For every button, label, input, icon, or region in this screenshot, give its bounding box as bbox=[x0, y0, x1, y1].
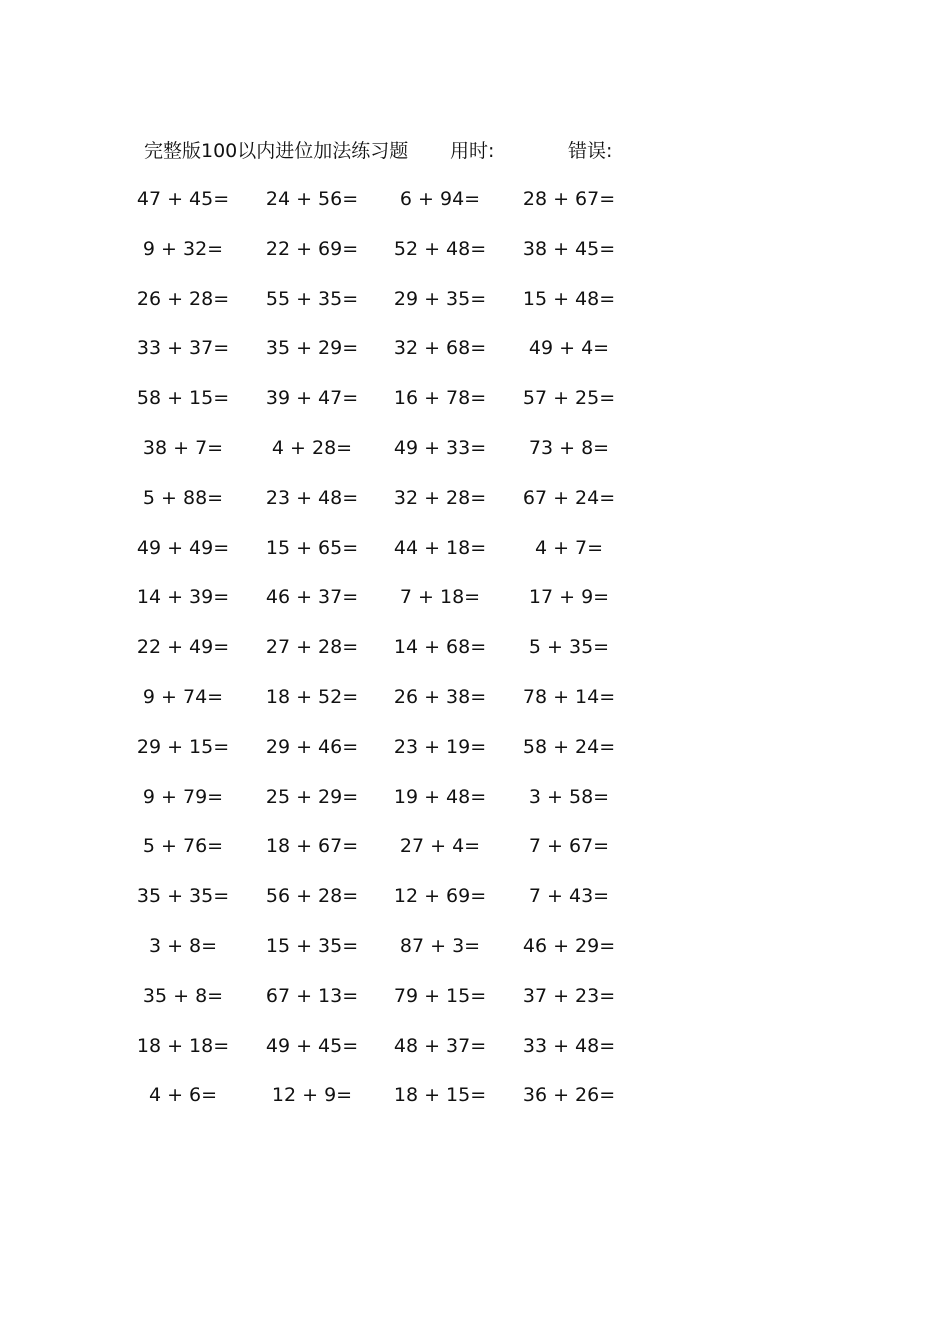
problem-row bbox=[0, 881, 950, 911]
problem-item: 38 + 45= bbox=[522, 237, 616, 260]
problem-item: 48 + 37= bbox=[393, 1034, 487, 1057]
problem-item: 12 + 69= bbox=[393, 885, 487, 908]
problem-item: 57 + 25= bbox=[522, 387, 616, 410]
problem-item: 18 + 67= bbox=[265, 835, 359, 858]
problem-item: 24 + 56= bbox=[265, 188, 359, 210]
problem-item: 22 + 69= bbox=[265, 237, 359, 260]
problem-row bbox=[0, 383, 950, 413]
problem-item: 27 + 4= bbox=[399, 835, 481, 858]
problem-item: 78 + 14= bbox=[522, 686, 616, 708]
problem-row bbox=[0, 831, 950, 861]
problem-item: 58 + 15= bbox=[136, 387, 230, 410]
problem-item: 39 + 47= bbox=[265, 387, 359, 410]
problem-row bbox=[0, 632, 950, 662]
problem-item: 19 + 48= bbox=[393, 785, 487, 808]
problem-item: 7 + 18= bbox=[399, 586, 481, 609]
problem-item: 79 + 15= bbox=[393, 984, 487, 1007]
problem-item: 5 + 76= bbox=[142, 835, 224, 858]
problem-item: 9 + 74= bbox=[142, 686, 224, 708]
problem-item: 4 + 6= bbox=[148, 1084, 218, 1107]
worksheet-header bbox=[0, 136, 950, 166]
problem-row bbox=[0, 732, 950, 762]
problem-item: 14 + 68= bbox=[393, 636, 487, 659]
problem-item: 56 + 28= bbox=[265, 885, 359, 908]
problem-item: 28 + 67= bbox=[522, 188, 616, 210]
problem-item: 15 + 48= bbox=[522, 287, 616, 310]
problem-row bbox=[0, 931, 950, 961]
problem-item: 4 + 28= bbox=[271, 437, 353, 459]
problem-row bbox=[0, 284, 950, 314]
problem-item: 4 + 7= bbox=[534, 536, 604, 559]
problem-item: 3 + 8= bbox=[148, 935, 218, 957]
problem-item: 33 + 37= bbox=[136, 337, 230, 360]
problem-item: 46 + 29= bbox=[522, 935, 616, 957]
problem-item: 35 + 35= bbox=[136, 885, 230, 908]
problem-item: 23 + 19= bbox=[393, 735, 487, 758]
problem-item: 35 + 8= bbox=[142, 984, 224, 1007]
problem-item: 49 + 49= bbox=[136, 536, 230, 559]
problem-item: 17 + 9= bbox=[528, 586, 610, 609]
problem-row bbox=[0, 981, 950, 1011]
problem-item: 18 + 52= bbox=[265, 686, 359, 708]
problem-item: 55 + 35= bbox=[265, 287, 359, 310]
problem-item: 12 + 9= bbox=[271, 1084, 353, 1107]
problem-row bbox=[0, 433, 950, 463]
problem-item: 37 + 23= bbox=[522, 984, 616, 1007]
time-used-label: 用时: bbox=[450, 140, 495, 162]
problem-item: 9 + 32= bbox=[142, 237, 224, 260]
problem-item: 49 + 33= bbox=[393, 437, 487, 459]
problem-item: 44 + 18= bbox=[393, 536, 487, 559]
problem-item: 18 + 18= bbox=[136, 1034, 230, 1057]
problem-item: 33 + 48= bbox=[522, 1034, 616, 1057]
problem-item: 25 + 29= bbox=[265, 785, 359, 808]
worksheet-title: 完整版100以内进位加法练习题 bbox=[144, 140, 409, 162]
problem-item: 15 + 65= bbox=[265, 536, 359, 559]
problem-item: 67 + 13= bbox=[265, 984, 359, 1007]
problem-row bbox=[0, 184, 950, 214]
errors-label: 错误: bbox=[568, 140, 613, 162]
problem-row bbox=[0, 1031, 950, 1061]
problem-item: 52 + 48= bbox=[393, 237, 487, 260]
problem-item: 49 + 4= bbox=[528, 337, 610, 360]
problem-item: 87 + 3= bbox=[399, 935, 481, 957]
problem-item: 67 + 24= bbox=[522, 486, 616, 509]
problem-row bbox=[0, 682, 950, 712]
problem-item: 26 + 38= bbox=[393, 686, 487, 708]
problem-item: 29 + 35= bbox=[393, 287, 487, 310]
problem-item: 29 + 46= bbox=[265, 735, 359, 758]
problem-item: 26 + 28= bbox=[136, 287, 230, 310]
problem-row bbox=[0, 582, 950, 612]
problem-item: 36 + 26= bbox=[522, 1084, 616, 1107]
problem-item: 16 + 78= bbox=[393, 387, 487, 410]
problem-item: 47 + 45= bbox=[136, 188, 230, 210]
problem-item: 22 + 49= bbox=[136, 636, 230, 659]
problem-item: 14 + 39= bbox=[136, 586, 230, 609]
problem-item: 15 + 35= bbox=[265, 935, 359, 957]
problem-item: 9 + 79= bbox=[142, 785, 224, 808]
problem-item: 49 + 45= bbox=[265, 1034, 359, 1057]
problem-row bbox=[0, 333, 950, 363]
problem-item: 32 + 28= bbox=[393, 486, 487, 509]
problem-item: 18 + 15= bbox=[393, 1084, 487, 1107]
problem-row bbox=[0, 782, 950, 812]
problem-item: 5 + 35= bbox=[528, 636, 610, 659]
problem-item: 46 + 37= bbox=[265, 586, 359, 609]
problem-item: 29 + 15= bbox=[136, 735, 230, 758]
problem-row bbox=[0, 533, 950, 563]
problem-item: 35 + 29= bbox=[265, 337, 359, 360]
problem-item: 7 + 67= bbox=[528, 835, 610, 858]
problem-item: 7 + 43= bbox=[528, 885, 610, 908]
problem-item: 58 + 24= bbox=[522, 735, 616, 758]
problem-row bbox=[0, 1080, 950, 1110]
problem-item: 73 + 8= bbox=[528, 437, 610, 459]
problem-item: 38 + 7= bbox=[142, 437, 224, 459]
problem-item: 3 + 58= bbox=[528, 785, 610, 808]
problem-row bbox=[0, 234, 950, 264]
problem-item: 23 + 48= bbox=[265, 486, 359, 509]
problem-row bbox=[0, 483, 950, 513]
problem-item: 6 + 94= bbox=[399, 188, 481, 210]
problem-item: 32 + 68= bbox=[393, 337, 487, 360]
problem-item: 27 + 28= bbox=[265, 636, 359, 659]
problem-item: 5 + 88= bbox=[142, 486, 224, 509]
